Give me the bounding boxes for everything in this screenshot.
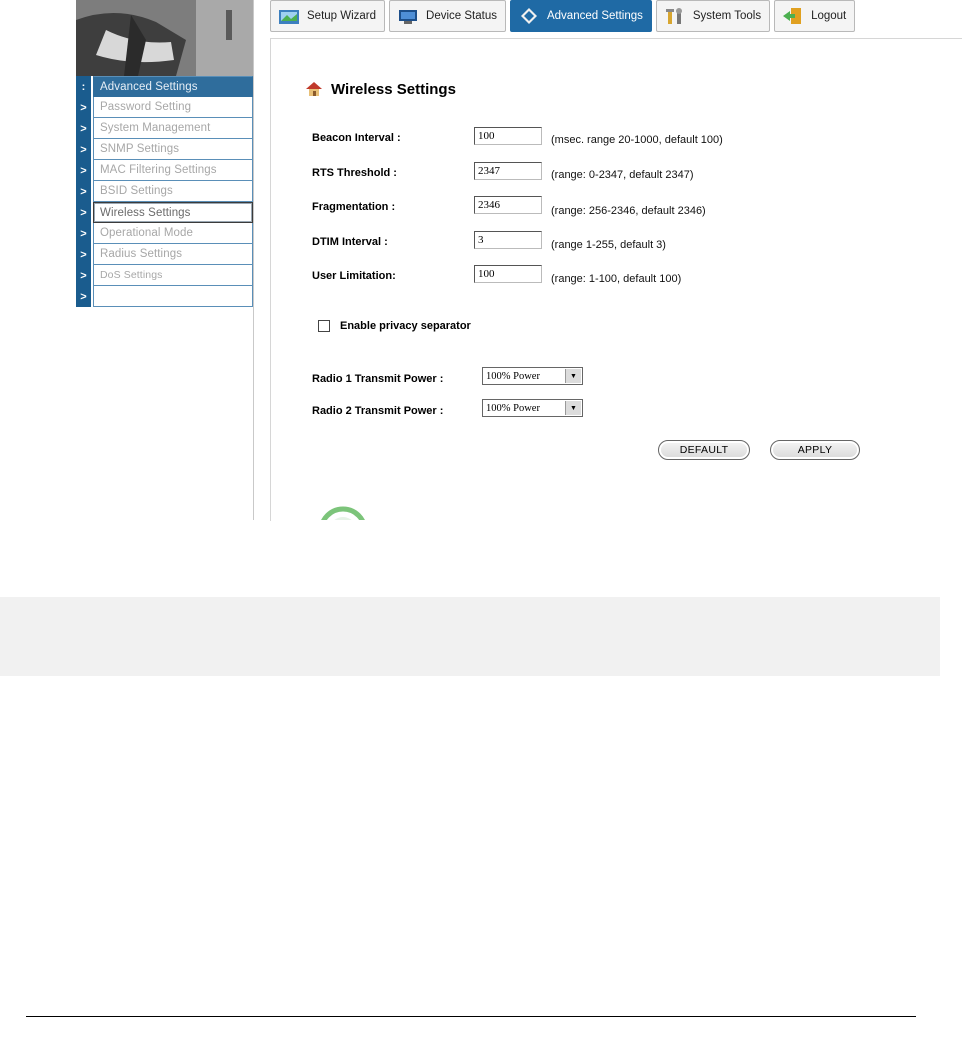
chevron-right-icon: >	[76, 265, 91, 286]
radio2-power-value: 100% Power	[486, 402, 540, 414]
radio1-power-select[interactable]	[482, 367, 583, 385]
sidebar-item-label: BSID Settings	[93, 181, 253, 202]
chevron-right-icon: >	[76, 181, 91, 202]
tools-icon	[663, 6, 687, 26]
dropdown-arrow-icon: ▼	[565, 369, 581, 383]
sidebar-item-empty[interactable]	[76, 286, 253, 307]
radio1-power-value: 100% Power	[486, 370, 540, 382]
page-title	[305, 80, 456, 98]
note-box	[0, 597, 940, 676]
sidebar-item-label: Password Setting	[93, 97, 253, 118]
sidebar-item-radius-settings[interactable]	[76, 244, 253, 265]
wizard-icon	[277, 6, 301, 26]
sidebar-header-marker: :	[76, 76, 91, 97]
sidebar-item-label: SNMP Settings	[93, 139, 253, 160]
privacy-separator-row[interactable]	[318, 320, 471, 332]
circle-logo-icon	[318, 506, 368, 520]
user-limitation-input[interactable]	[474, 265, 542, 283]
apply-button[interactable]: APPLY	[770, 440, 860, 460]
sidebar-item-label: DoS Settings	[93, 265, 253, 286]
radio1-power-label: Radio 1 Transmit Power :	[312, 373, 444, 385]
sidebar-item-operational-mode[interactable]	[76, 223, 253, 244]
header-photo	[76, 0, 253, 76]
sidebar-item-label: System Management	[93, 118, 253, 139]
sidebar-item-label: MAC Filtering Settings	[93, 160, 253, 181]
logo-badge	[318, 506, 368, 520]
chevron-right-icon: >	[76, 244, 91, 265]
sidebar-header	[76, 76, 253, 97]
chevron-right-icon: >	[76, 97, 91, 118]
sidebar-item-wireless-settings[interactable]	[76, 202, 253, 223]
radio2-power-select[interactable]	[482, 399, 583, 417]
user-limitation-hint: (range: 1-100, default 100)	[551, 273, 682, 285]
dropdown-arrow-icon: ▼	[565, 401, 581, 415]
privacy-separator-checkbox[interactable]	[318, 320, 330, 332]
tab-device-status[interactable]	[389, 0, 506, 32]
dtim-interval-label: DTIM Interval :	[312, 236, 388, 248]
sidebar-item-system-management[interactable]	[76, 118, 253, 139]
chevron-right-icon: >	[76, 118, 91, 139]
home-icon	[305, 80, 323, 98]
beacon-interval-input[interactable]	[474, 127, 542, 145]
tab-label: Logout	[811, 10, 847, 22]
top-nav	[270, 0, 855, 32]
dtim-interval-input[interactable]	[474, 231, 542, 249]
sidebar-item-bsid-settings[interactable]	[76, 181, 253, 202]
tab-label: Device Status	[426, 10, 497, 22]
sidebar-item-password-setting[interactable]	[76, 97, 253, 118]
person-photo-image	[76, 0, 253, 76]
user-limitation-label: User Limitation:	[312, 270, 396, 282]
footer-rule	[26, 1016, 916, 1017]
sidebar	[76, 76, 253, 307]
chevron-right-icon: >	[76, 223, 91, 244]
monitor-icon	[396, 6, 420, 26]
tab-label: Setup Wizard	[307, 10, 377, 22]
beacon-interval-hint: (msec. range 20-1000, default 100)	[551, 134, 723, 146]
sidebar-header-label: Advanced Settings	[93, 76, 253, 97]
rts-threshold-label: RTS Threshold :	[312, 167, 397, 179]
fragmentation-hint: (range: 256-2346, default 2346)	[551, 205, 706, 217]
sidebar-item-mac-filtering-settings[interactable]	[76, 160, 253, 181]
beacon-interval-label: Beacon Interval :	[312, 132, 401, 144]
tab-advanced-settings[interactable]	[510, 0, 652, 32]
sidebar-item-snmp-settings[interactable]	[76, 139, 253, 160]
tab-system-tools[interactable]	[656, 0, 770, 32]
chevron-right-icon: >	[76, 160, 91, 181]
chevron-right-icon: >	[76, 139, 91, 160]
sidebar-item-label: Wireless Settings	[93, 202, 253, 223]
book-icon	[517, 6, 541, 26]
privacy-separator-label: Enable privacy separator	[340, 320, 471, 332]
dtim-interval-hint: (range 1-255, default 3)	[551, 239, 666, 251]
sidebar-item-label	[93, 286, 253, 307]
page-title-text: Wireless Settings	[331, 80, 456, 98]
rts-threshold-hint: (range: 0-2347, default 2347)	[551, 169, 694, 181]
rts-threshold-input[interactable]	[474, 162, 542, 180]
sidebar-item-label: Operational Mode	[93, 223, 253, 244]
fragmentation-label: Fragmentation :	[312, 201, 396, 213]
logout-icon	[781, 6, 805, 26]
radio2-power-label: Radio 2 Transmit Power :	[312, 405, 444, 417]
tab-logout[interactable]	[774, 0, 855, 32]
default-button[interactable]: DEFAULT	[658, 440, 750, 460]
sidebar-item-label: Radius Settings	[93, 244, 253, 265]
tab-setup-wizard[interactable]	[270, 0, 385, 32]
tab-label: Advanced Settings	[546, 10, 643, 22]
chevron-right-icon: >	[76, 202, 91, 223]
chevron-right-icon: >	[76, 286, 91, 307]
fragmentation-input[interactable]	[474, 196, 542, 214]
sidebar-divider	[253, 0, 254, 520]
tab-label: System Tools	[692, 10, 762, 22]
sidebar-item-dos-settings[interactable]	[76, 265, 253, 286]
